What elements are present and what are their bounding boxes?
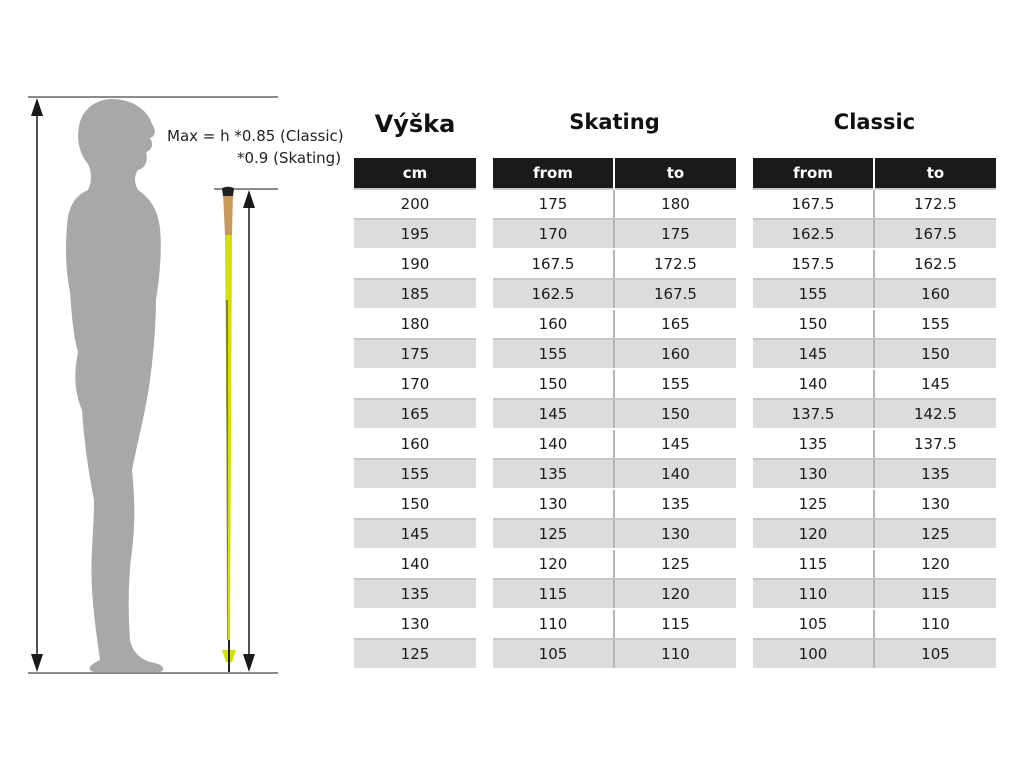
skating-to-cell: 145 (614, 429, 736, 459)
classic-to-cell: 150 (874, 339, 996, 369)
table-row (354, 309, 476, 339)
classic-to-cell: 137.5 (874, 429, 996, 459)
table-row (354, 579, 476, 609)
classic-to-cell: 167.5 (874, 219, 996, 249)
table-row (753, 189, 996, 219)
table-row (493, 309, 736, 339)
skating-from-cell: 155 (493, 339, 614, 369)
height-cell: 160 (354, 429, 476, 459)
skating-to-header: to (614, 158, 736, 189)
table-row (753, 249, 996, 279)
person-height-arrow (31, 98, 43, 672)
classic-from-cell: 137.5 (753, 399, 874, 429)
skating-header-row (493, 158, 736, 189)
table-row (753, 609, 996, 639)
pole-length-formula (167, 125, 344, 169)
classic-from-cell: 162.5 (753, 219, 874, 249)
skating-to-cell: 125 (614, 549, 736, 579)
skating-from-cell: 135 (493, 459, 614, 489)
classic-to-cell: 105 (874, 639, 996, 669)
table-row (354, 279, 476, 309)
classic-from-header: from (753, 158, 874, 189)
table-row (354, 249, 476, 279)
human-silhouette (66, 99, 163, 672)
classic-to-cell: 162.5 (874, 249, 996, 279)
table-row (354, 219, 476, 249)
skating-from-cell: 110 (493, 609, 614, 639)
classic-from-cell: 110 (753, 579, 874, 609)
skating-from-cell: 125 (493, 519, 614, 549)
height-cell: 200 (354, 189, 476, 219)
classic-from-cell: 130 (753, 459, 874, 489)
skating-from-cell: 140 (493, 429, 614, 459)
formula-line-2: *0.9 (Skating) (237, 149, 342, 167)
illustration-svg (0, 0, 360, 768)
table-row (493, 369, 736, 399)
height-cell: 175 (354, 339, 476, 369)
height-table-body (354, 189, 476, 669)
height-cell: 145 (354, 519, 476, 549)
height-cell: 190 (354, 249, 476, 279)
skating-from-cell: 160 (493, 309, 614, 339)
height-cell: 155 (354, 459, 476, 489)
height-column-header: cm (354, 158, 476, 189)
skating-from-cell: 175 (493, 189, 614, 219)
classic-to-cell: 135 (874, 459, 996, 489)
classic-table (753, 158, 996, 670)
table-row (753, 549, 996, 579)
table-row (753, 219, 996, 249)
table-row (354, 519, 476, 549)
classic-to-cell: 145 (874, 369, 996, 399)
skating-to-cell: 172.5 (614, 249, 736, 279)
table-row (493, 219, 736, 249)
classic-from-cell: 167.5 (753, 189, 874, 219)
height-cell: 135 (354, 579, 476, 609)
height-cell: 185 (354, 279, 476, 309)
skating-from-cell: 170 (493, 219, 614, 249)
height-table (354, 158, 476, 670)
classic-from-cell: 135 (753, 429, 874, 459)
skating-table (493, 158, 736, 670)
table-row (354, 189, 476, 219)
height-cell: 165 (354, 399, 476, 429)
classic-header-row (753, 158, 996, 189)
pole-length-arrow (243, 190, 255, 672)
classic-from-cell: 155 (753, 279, 874, 309)
skating-table-body (493, 189, 736, 669)
table-row (354, 429, 476, 459)
height-illustration (0, 0, 360, 768)
classic-to-cell: 142.5 (874, 399, 996, 429)
table-row (493, 189, 736, 219)
height-header-row (354, 158, 476, 189)
classic-to-cell: 115 (874, 579, 996, 609)
classic-to-cell: 130 (874, 489, 996, 519)
height-cell: 195 (354, 219, 476, 249)
skating-from-cell: 162.5 (493, 279, 614, 309)
skating-to-cell: 165 (614, 309, 736, 339)
classic-to-cell: 155 (874, 309, 996, 339)
skating-to-cell: 140 (614, 459, 736, 489)
table-row (354, 369, 476, 399)
table-row (753, 309, 996, 339)
skating-to-cell: 160 (614, 339, 736, 369)
skating-from-cell: 167.5 (493, 249, 614, 279)
skating-to-cell: 150 (614, 399, 736, 429)
classic-from-cell: 100 (753, 639, 874, 669)
classic-from-cell: 115 (753, 549, 874, 579)
table-row (493, 339, 736, 369)
table-row (354, 549, 476, 579)
classic-from-cell: 105 (753, 609, 874, 639)
table-row (753, 339, 996, 369)
skating-from-cell: 130 (493, 489, 614, 519)
skating-to-cell: 167.5 (614, 279, 736, 309)
classic-to-cell: 172.5 (874, 189, 996, 219)
table-row (354, 489, 476, 519)
skating-from-cell: 115 (493, 579, 614, 609)
table-row (753, 579, 996, 609)
table-row (493, 279, 736, 309)
height-cell: 140 (354, 549, 476, 579)
table-row (753, 369, 996, 399)
classic-to-cell: 125 (874, 519, 996, 549)
height-cell: 170 (354, 369, 476, 399)
classic-to-cell: 110 (874, 609, 996, 639)
skating-to-cell: 135 (614, 489, 736, 519)
height-cell: 150 (354, 489, 476, 519)
classic-title: Classic (833, 110, 916, 134)
table-row (493, 489, 736, 519)
classic-from-cell: 157.5 (753, 249, 874, 279)
skating-to-cell: 120 (614, 579, 736, 609)
table-row (753, 429, 996, 459)
classic-to-header: to (874, 158, 996, 189)
table-row (354, 639, 476, 669)
table-row (753, 279, 996, 309)
height-cell: 130 (354, 609, 476, 639)
skating-from-header: from (493, 158, 614, 189)
table-row (493, 609, 736, 639)
table-row (354, 339, 476, 369)
table-row (354, 459, 476, 489)
table-row (354, 609, 476, 639)
skating-to-cell: 155 (614, 369, 736, 399)
classic-table-body (753, 189, 996, 669)
classic-from-cell: 145 (753, 339, 874, 369)
classic-from-cell: 120 (753, 519, 874, 549)
height-cell: 180 (354, 309, 476, 339)
classic-from-cell: 125 (753, 489, 874, 519)
table-row (753, 489, 996, 519)
table-row (753, 459, 996, 489)
table-row (753, 519, 996, 549)
ski-pole-icon (222, 187, 236, 672)
table-row (493, 579, 736, 609)
table-row (493, 399, 736, 429)
skating-to-cell: 175 (614, 219, 736, 249)
classic-to-cell: 160 (874, 279, 996, 309)
skating-from-cell: 150 (493, 369, 614, 399)
classic-from-cell: 140 (753, 369, 874, 399)
table-row (493, 429, 736, 459)
table-row (493, 549, 736, 579)
table-row (753, 639, 996, 669)
classic-from-cell: 150 (753, 309, 874, 339)
formula-line-1: Max = h *0.85 (Classic) (167, 127, 344, 145)
table-row (493, 249, 736, 279)
table-row (493, 639, 736, 669)
skating-to-cell: 180 (614, 189, 736, 219)
classic-to-cell: 120 (874, 549, 996, 579)
skating-to-cell: 130 (614, 519, 736, 549)
skating-to-cell: 115 (614, 609, 736, 639)
skating-from-cell: 120 (493, 549, 614, 579)
skating-title: Skating (569, 110, 660, 134)
height-cell: 125 (354, 639, 476, 669)
table-row (493, 519, 736, 549)
skating-from-cell: 105 (493, 639, 614, 669)
vyska-title: Výška (374, 110, 456, 138)
skating-to-cell: 110 (614, 639, 736, 669)
table-row (354, 399, 476, 429)
table-row (753, 399, 996, 429)
table-row (493, 459, 736, 489)
skating-from-cell: 145 (493, 399, 614, 429)
